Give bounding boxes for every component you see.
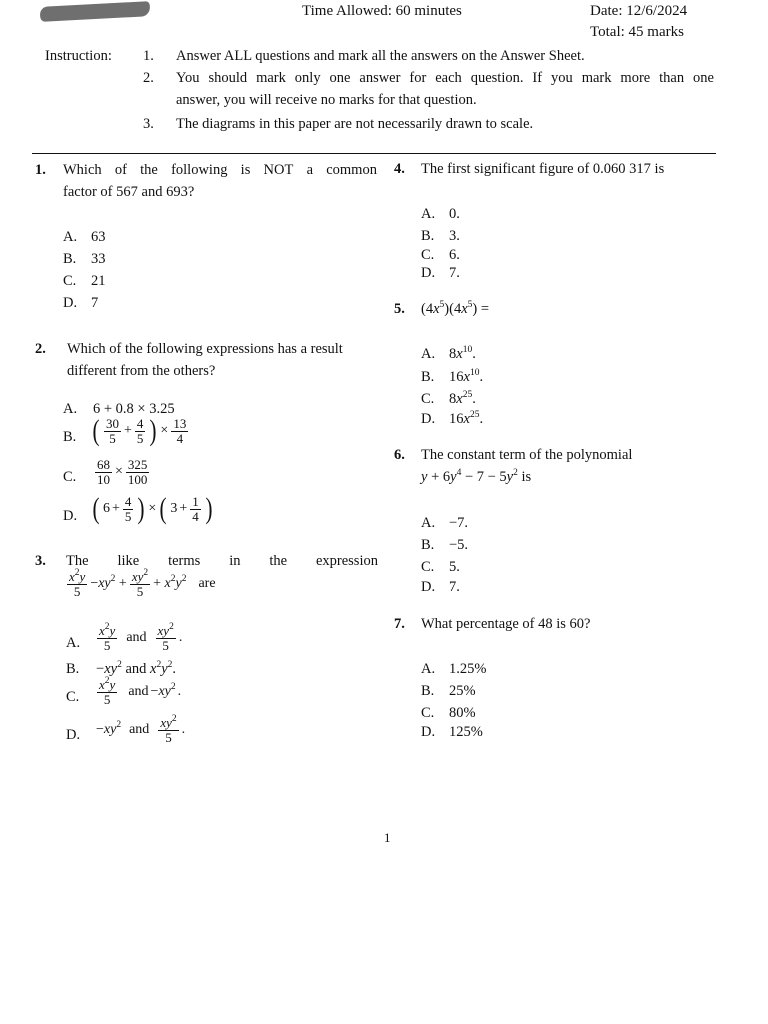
question-text: factor of 567 and 693? bbox=[63, 184, 195, 200]
option-value: −7. bbox=[449, 515, 469, 531]
option-label: C. bbox=[63, 469, 77, 485]
option-label: C. bbox=[63, 273, 77, 289]
total-marks: Total: 45 marks bbox=[590, 24, 684, 40]
option-value: 0. bbox=[449, 206, 460, 222]
option-label: B. bbox=[421, 683, 435, 699]
option-expression: $\frac{x^2y}{5}$ and $-xy^2$ . bbox=[99, 676, 182, 707]
option-label: C. bbox=[421, 559, 435, 575]
option-value: 125% bbox=[449, 724, 483, 740]
option-value: 63 bbox=[91, 229, 106, 245]
instruction-number: 3. bbox=[143, 116, 154, 132]
question-text: What percentage of 48 is 60? bbox=[421, 616, 591, 632]
option-expression-c: $\frac{68}{10}$ × $\frac{325}{100}$ bbox=[97, 457, 148, 487]
option-expression-b: ( $\frac{30}{5}$ + $\frac{4}{5}$ ) × $\frac{13}{4}$ bbox=[92, 414, 187, 447]
option-expression: $\frac{x^2y}{5}$ and $\frac{xy^2}{5}$ . bbox=[99, 622, 183, 653]
option-expression: 6 + 0.8 × 3.25 bbox=[93, 401, 175, 417]
option-label: A. bbox=[421, 515, 436, 531]
question-text: Which of the following expressions has a result bbox=[67, 341, 343, 357]
option-label: C. bbox=[66, 689, 80, 705]
option-value: 7. bbox=[449, 579, 460, 595]
instruction-label: Instruction: bbox=[45, 48, 112, 64]
instruction-text: You should mark only one answer for each question. If you mark more than one bbox=[176, 70, 714, 86]
option-expression-d: ( 6 + $\frac{4}{5}$ ) × ( 3 + $\frac{1}{4}$ ) bbox=[92, 492, 213, 525]
option-value: 7 bbox=[91, 295, 99, 311]
option-label: B. bbox=[421, 537, 435, 553]
question-number: 3. bbox=[35, 553, 46, 569]
option-label: C. bbox=[421, 705, 435, 721]
time-allowed: Time Allowed: 60 minutes bbox=[302, 3, 462, 19]
option-value: 21 bbox=[91, 273, 106, 289]
option-label: D. bbox=[421, 579, 436, 595]
option-value: 5. bbox=[449, 559, 460, 575]
instruction-text: answer, you will receive no marks for that question. bbox=[176, 92, 477, 108]
option-label: A. bbox=[421, 206, 436, 222]
option-label: A. bbox=[421, 661, 436, 677]
option-value: 25% bbox=[449, 683, 476, 699]
option-value: 7. bbox=[449, 265, 460, 281]
option-label: D. bbox=[421, 724, 436, 740]
question-text: The like terms in the expression bbox=[66, 553, 378, 569]
question-text: The constant term of the polynomial bbox=[421, 447, 633, 463]
option-value: −5. bbox=[449, 537, 469, 553]
instruction-number: 2. bbox=[143, 70, 154, 86]
option-label: D. bbox=[421, 265, 436, 281]
option-expression: $-xy^2$ and $\frac{xy^2}{5}$ . bbox=[96, 714, 186, 745]
option-value: $8x^{25}$. bbox=[449, 390, 476, 407]
option-label: B. bbox=[421, 228, 435, 244]
option-label: B. bbox=[421, 369, 435, 385]
divider-line bbox=[32, 153, 716, 154]
option-value: 33 bbox=[91, 251, 106, 267]
redacted-name-block bbox=[40, 1, 151, 22]
question-expression: $(4x^5)(4x^5)$ = bbox=[421, 300, 490, 317]
exam-date: Date: 12/6/2024 bbox=[590, 3, 688, 19]
instruction-text: Answer ALL questions and mark all the answers on the Answer Sheet. bbox=[176, 48, 585, 64]
page-number: 1 bbox=[384, 830, 391, 845]
question-number: 5. bbox=[394, 301, 405, 317]
question-number: 4. bbox=[394, 161, 405, 177]
option-expression: $-xy^2$ and $x^2y^2$. bbox=[96, 660, 176, 677]
question-number: 6. bbox=[394, 447, 405, 463]
option-label: B. bbox=[66, 661, 80, 677]
option-value: $16x^{25}$. bbox=[449, 410, 484, 427]
option-label: D. bbox=[66, 727, 81, 743]
instruction-text: The diagrams in this paper are not necessarily drawn to scale. bbox=[176, 116, 534, 132]
option-value: $16x^{10}$. bbox=[449, 368, 484, 385]
question-text: different from the others? bbox=[67, 363, 216, 379]
question-text: The first significant figure of 0.060 317 is bbox=[421, 161, 665, 177]
option-label: A. bbox=[66, 635, 81, 651]
polynomial-expression: $y + 6y^4 - 7 - 5y^2$ is bbox=[421, 468, 532, 485]
expression: $\frac{x^2y}{5}$ $-xy^2$ + $\frac{xy^2}{5}$ + $x^2y^2$ are bbox=[69, 568, 216, 599]
option-label: A. bbox=[63, 401, 78, 417]
question-number: 2. bbox=[35, 341, 46, 357]
option-label: D. bbox=[63, 295, 78, 311]
option-label: A. bbox=[63, 229, 78, 245]
question-text: Which of the following is NOT a common bbox=[63, 162, 377, 178]
option-label: A. bbox=[421, 346, 436, 362]
option-label: D. bbox=[421, 411, 436, 427]
option-value: 6. bbox=[449, 247, 460, 263]
option-label: B. bbox=[63, 251, 77, 267]
question-number: 7. bbox=[394, 616, 405, 632]
option-value: 3. bbox=[449, 228, 460, 244]
option-value: 1.25% bbox=[449, 661, 487, 677]
option-label: C. bbox=[421, 391, 435, 407]
option-value: $8x^{10}$. bbox=[449, 345, 476, 362]
option-label: D. bbox=[63, 508, 78, 524]
option-value: 80% bbox=[449, 705, 476, 721]
option-label: B. bbox=[63, 429, 77, 445]
option-label: C. bbox=[421, 247, 435, 263]
question-number: 1. bbox=[35, 162, 46, 178]
instruction-number: 1. bbox=[143, 48, 154, 64]
